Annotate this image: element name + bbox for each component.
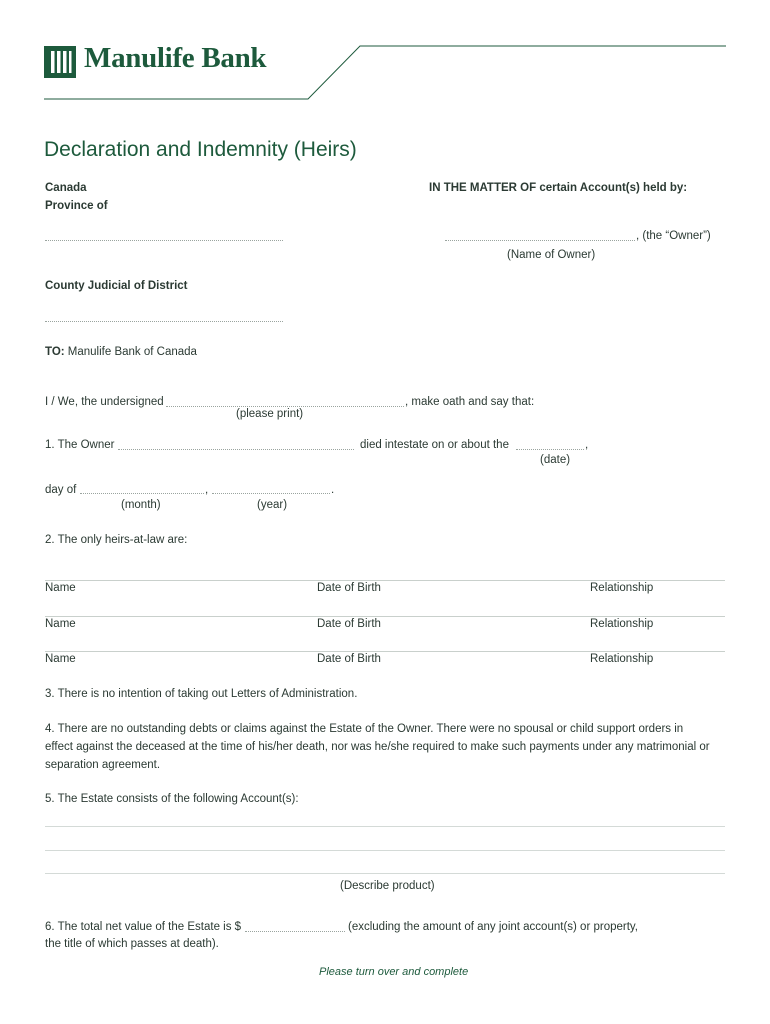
item5-text: 5. The Estate consists of the following Account(s): xyxy=(45,793,299,805)
describe-caption: (Describe product) xyxy=(340,880,435,892)
owner-field[interactable] xyxy=(118,449,354,450)
item1-middle: died intestate on or about the xyxy=(360,439,509,451)
province-label: Province of xyxy=(45,200,108,212)
heir-relationship-label: Relationship xyxy=(590,618,654,630)
month-caption: (month) xyxy=(121,499,161,511)
heir-dob-label: Date of Birth xyxy=(317,653,381,665)
oath-caption: (please print) xyxy=(236,408,304,420)
item6-suffix: (excluding the amount of any joint account(s) or property, xyxy=(348,921,638,933)
heir-dob-label: Date of Birth xyxy=(317,618,381,630)
brand-name: Manulife Bank xyxy=(84,42,267,74)
year-caption: (year) xyxy=(257,499,288,511)
oath-prefix: I / We, the undersigned xyxy=(45,396,164,408)
day-of-label: day of xyxy=(45,484,77,496)
month-field[interactable] xyxy=(80,493,204,494)
country-label: Canada xyxy=(45,182,87,194)
footer-note: Please turn over and complete xyxy=(319,966,469,978)
county-label: County Judicial of District xyxy=(45,280,188,292)
heir-name-label: Name xyxy=(45,653,76,665)
heir-relationship-label: Relationship xyxy=(590,653,654,665)
item1-prefix: 1. The Owner xyxy=(45,439,115,451)
oath-suffix: , make oath and say that: xyxy=(405,396,535,408)
to-line xyxy=(45,346,197,358)
date-caption: (date) xyxy=(540,454,571,466)
heir-row-rule xyxy=(45,580,725,581)
matter-prefix: IN THE MATTER OF xyxy=(429,182,537,194)
account-line-1[interactable] xyxy=(45,826,725,827)
page-title: Declaration and Indemnity (Heirs) xyxy=(44,138,357,161)
year-field[interactable] xyxy=(212,493,330,494)
to-label: TO: xyxy=(45,346,65,358)
account-line-3[interactable] xyxy=(45,873,725,874)
heir-name-label: Name xyxy=(45,618,76,630)
to-value: Manulife Bank of Canada xyxy=(64,346,197,358)
owner-caption: (Name of Owner) xyxy=(507,249,596,261)
county-field[interactable] xyxy=(45,321,283,322)
item2-text: 2. The only heirs-at-law are: xyxy=(45,534,188,546)
item3-text: 3. There is no intention of taking out Letters of Administration. xyxy=(45,688,358,700)
owner-name-field[interactable] xyxy=(445,240,635,241)
province-field[interactable] xyxy=(45,240,283,241)
heir-relationship-label: Relationship xyxy=(590,582,654,594)
item1-comma: , xyxy=(585,439,589,451)
item4-line-3: separation agreement. xyxy=(45,759,161,771)
account-line-2[interactable] xyxy=(45,850,725,851)
matter-rest: certain Account(s) held by: xyxy=(536,182,688,194)
header-rule xyxy=(0,0,770,110)
date-field[interactable] xyxy=(516,449,584,450)
undersigned-field[interactable] xyxy=(166,406,404,407)
heir-row-rule xyxy=(45,616,725,617)
heir-name-label: Name xyxy=(45,582,76,594)
item6-line-2: the title of which passes at death). xyxy=(45,938,219,950)
item4-line-2: effect against the deceased at the time of his/her death, nor was he/she required to make such payments under any matrimonial or xyxy=(45,741,710,753)
item6-prefix: 6. The total net value of the Estate is $ xyxy=(45,921,242,933)
heir-dob-label: Date of Birth xyxy=(317,582,381,594)
item4-line-1: 4. There are no outstanding debts or claims against the Estate of the Owner. There were no spousal or child support orders in xyxy=(45,723,684,735)
estate-value-field[interactable] xyxy=(245,931,345,932)
item1-period: . xyxy=(331,484,335,496)
heir-row-rule xyxy=(45,651,725,652)
item1-comma2: , xyxy=(205,484,209,496)
owner-suffix: , (the “Owner”) xyxy=(636,230,711,242)
matter-heading xyxy=(429,182,687,194)
